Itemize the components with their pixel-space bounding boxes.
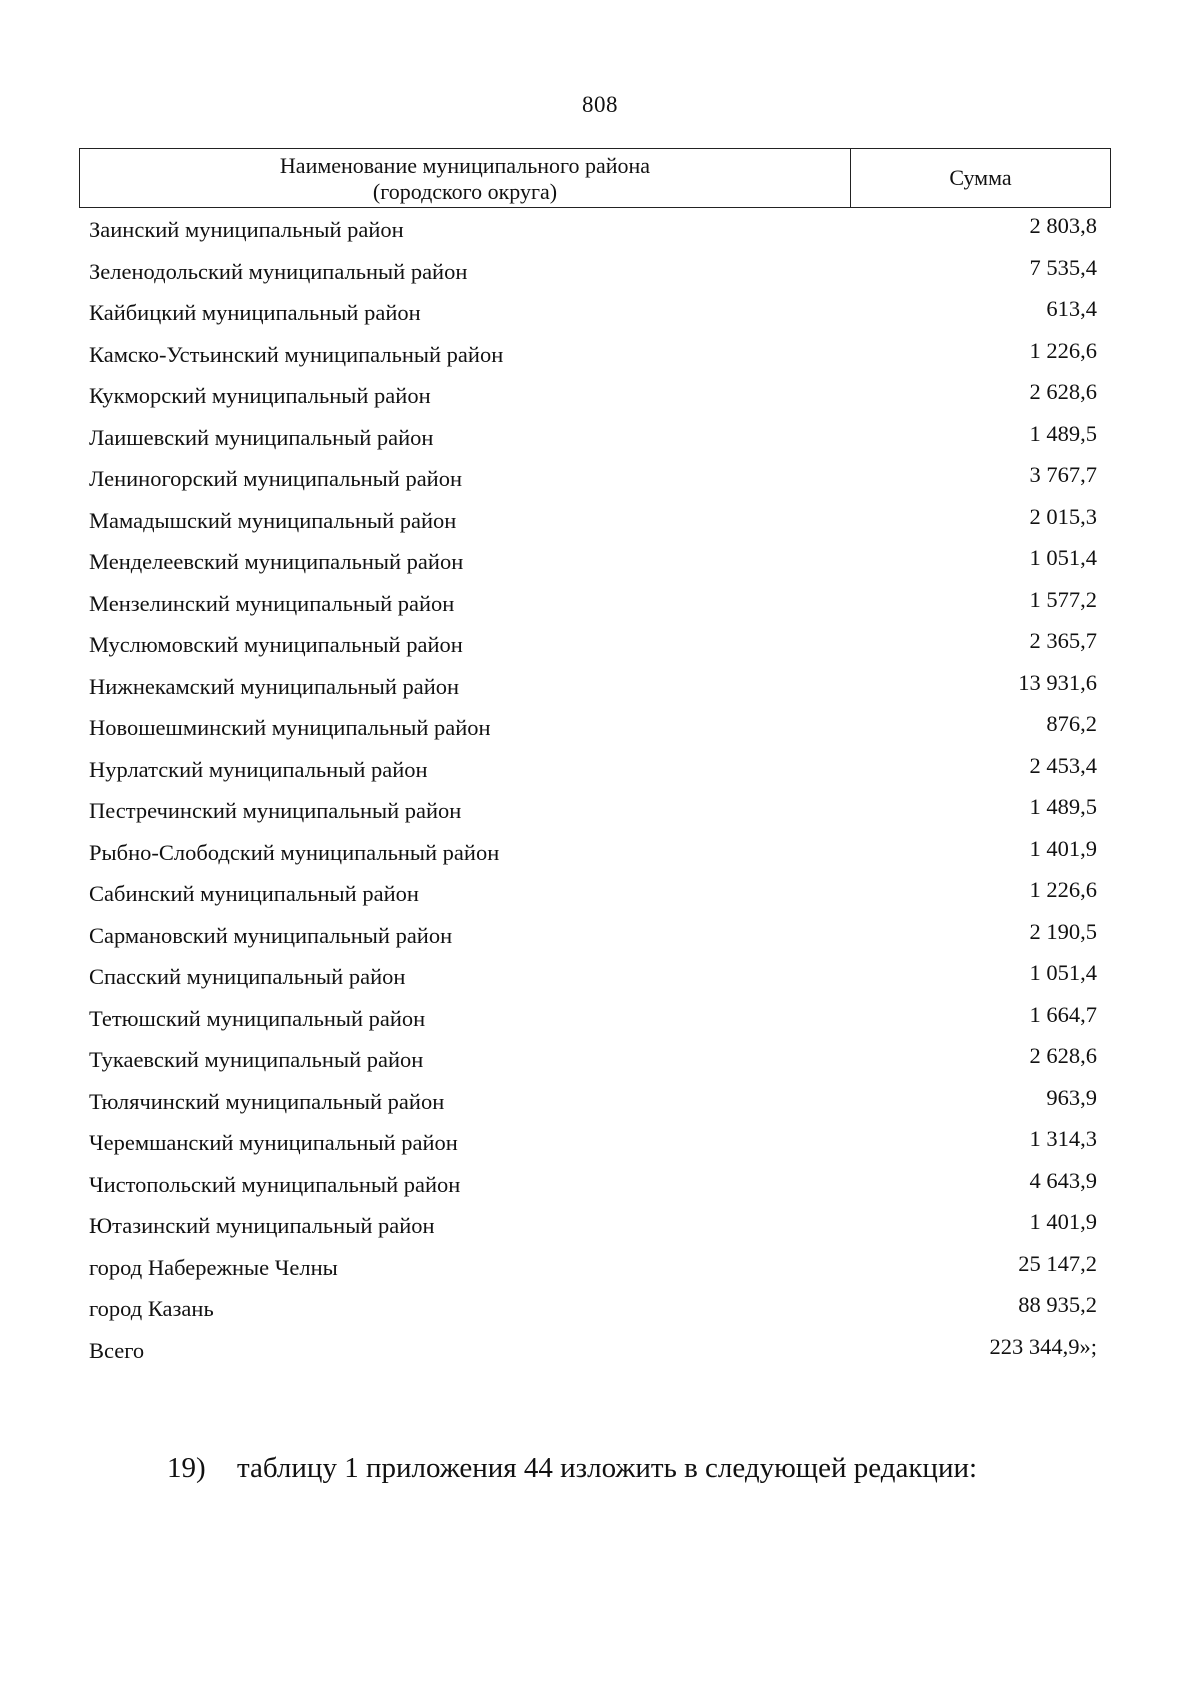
table-row [87,1038,1097,1080]
column-header-name [80,149,851,207]
row-value: 2 453,4 [1029,752,1097,778]
row-name: Зеленодольский муниципальный район [89,258,468,284]
table-row [87,1204,1097,1246]
row-value: 1 401,9 [1029,835,1097,861]
row-name: Тюлячинский муниципальный район [89,1088,445,1114]
instruction-number: 19) [167,1452,206,1484]
row-value: 223 344,9»; [989,1333,1097,1359]
row-value: 2 015,3 [1029,503,1097,529]
row-name: город Набережные Челны [89,1254,338,1280]
row-value: 963,9 [1046,1084,1097,1110]
row-name: Рыбно-Слободский муниципальный район [89,839,500,865]
row-value: 25 147,2 [1018,1250,1097,1276]
table-row [87,665,1097,707]
table-row [87,623,1097,665]
row-value: 1 489,5 [1029,420,1097,446]
table-body [87,208,1097,1370]
row-name: Пестречинский муниципальный район [89,798,462,823]
table-row [87,789,1097,831]
row-name: Мензелинский муниципальный район [89,590,455,616]
row-name: Нижнекамский муниципальный район [89,673,460,699]
row-value: 876,2 [1046,711,1097,736]
row-value: 1 226,6 [1029,877,1097,902]
table-row [87,1121,1097,1163]
row-name: Мамадышский муниципальный район [89,507,457,533]
column-header-sum: Сумма [949,165,1012,190]
instruction-text: таблицу 1 приложения 44 изложить в следующей редакции: [237,1452,978,1484]
row-name: Муслюмовский муниципальный район [89,632,463,657]
row-name: Чистопольский муниципальный район [89,1171,461,1197]
table-row [87,997,1097,1039]
table-row [87,291,1097,333]
row-value: 1 401,9 [1029,1209,1097,1234]
table-row [87,250,1097,292]
table-row [87,1287,1097,1329]
row-value: 1 489,5 [1029,794,1097,819]
row-value: 2 628,6 [1029,1043,1097,1068]
row-name: Тукаевский муниципальный район [89,1047,424,1072]
table-row [87,1080,1097,1122]
row-name: Сармановский муниципальный район [89,922,453,948]
row-value: 613,4 [1046,296,1097,321]
table-row [87,914,1097,956]
table-row [87,582,1097,624]
table-header [79,148,1111,208]
row-value: 1 577,2 [1029,586,1097,612]
row-name: Всего [89,1337,145,1363]
row-value: 88 935,2 [1018,1292,1097,1317]
table-row [87,831,1097,873]
table-row [87,499,1097,541]
row-value: 2 803,8 [1029,213,1097,238]
table-row [87,416,1097,458]
column-header-name-line2: (городского округа) [372,179,558,204]
row-value: 7 535,4 [1029,254,1097,280]
row-name: Новошешминский муниципальный район [89,715,491,740]
table-row [87,374,1097,416]
row-value: 2 365,7 [1029,628,1097,653]
column-header-name-line1: Наименование муниципального района [279,153,651,178]
row-name: Лениногорский муниципальный район [89,466,463,491]
instruction-paragraph [167,1452,977,1485]
table-row [87,333,1097,375]
table-row [87,540,1097,582]
row-value: 4 643,9 [1029,1167,1097,1193]
table-row [87,1163,1097,1205]
row-name: Нурлатский муниципальный район [89,756,428,782]
row-name: Заинский муниципальный район [89,217,404,242]
row-value: 1 226,6 [1029,337,1097,363]
page-number: 808 [582,92,618,117]
table-row [87,706,1097,748]
row-value: 1 664,7 [1029,1001,1097,1027]
row-value: 2 190,5 [1029,918,1097,944]
row-name: Тетюшский муниципальный район [89,1005,426,1031]
row-name: Менделеевский муниципальный район [89,549,464,574]
row-name: Кайбицкий муниципальный район [89,300,421,325]
table-row [87,748,1097,790]
row-value: 1 051,4 [1029,545,1097,570]
row-name: Черемшанский муниципальный район [89,1130,458,1155]
row-name: Камско-Устьинский муниципальный район [89,341,504,367]
table-row [87,955,1097,997]
row-name: Ютазинский муниципальный район [89,1213,435,1238]
row-name: Сабинский муниципальный район [89,881,419,906]
table-row [87,208,1097,250]
total-row [87,1329,1097,1371]
row-name: город Казань [89,1296,214,1321]
row-value: 13 931,6 [1018,669,1097,695]
table-row [87,457,1097,499]
row-value: 1 051,4 [1029,960,1097,985]
row-value: 1 314,3 [1029,1126,1097,1151]
row-name: Спасский муниципальный район [89,964,406,989]
row-name: Кукморский муниципальный район [89,383,431,408]
table-row [87,1246,1097,1288]
row-name: Лаишевский муниципальный район [89,424,434,450]
row-value: 3 767,7 [1029,462,1097,487]
row-value: 2 628,6 [1029,379,1097,404]
table-row [87,872,1097,914]
